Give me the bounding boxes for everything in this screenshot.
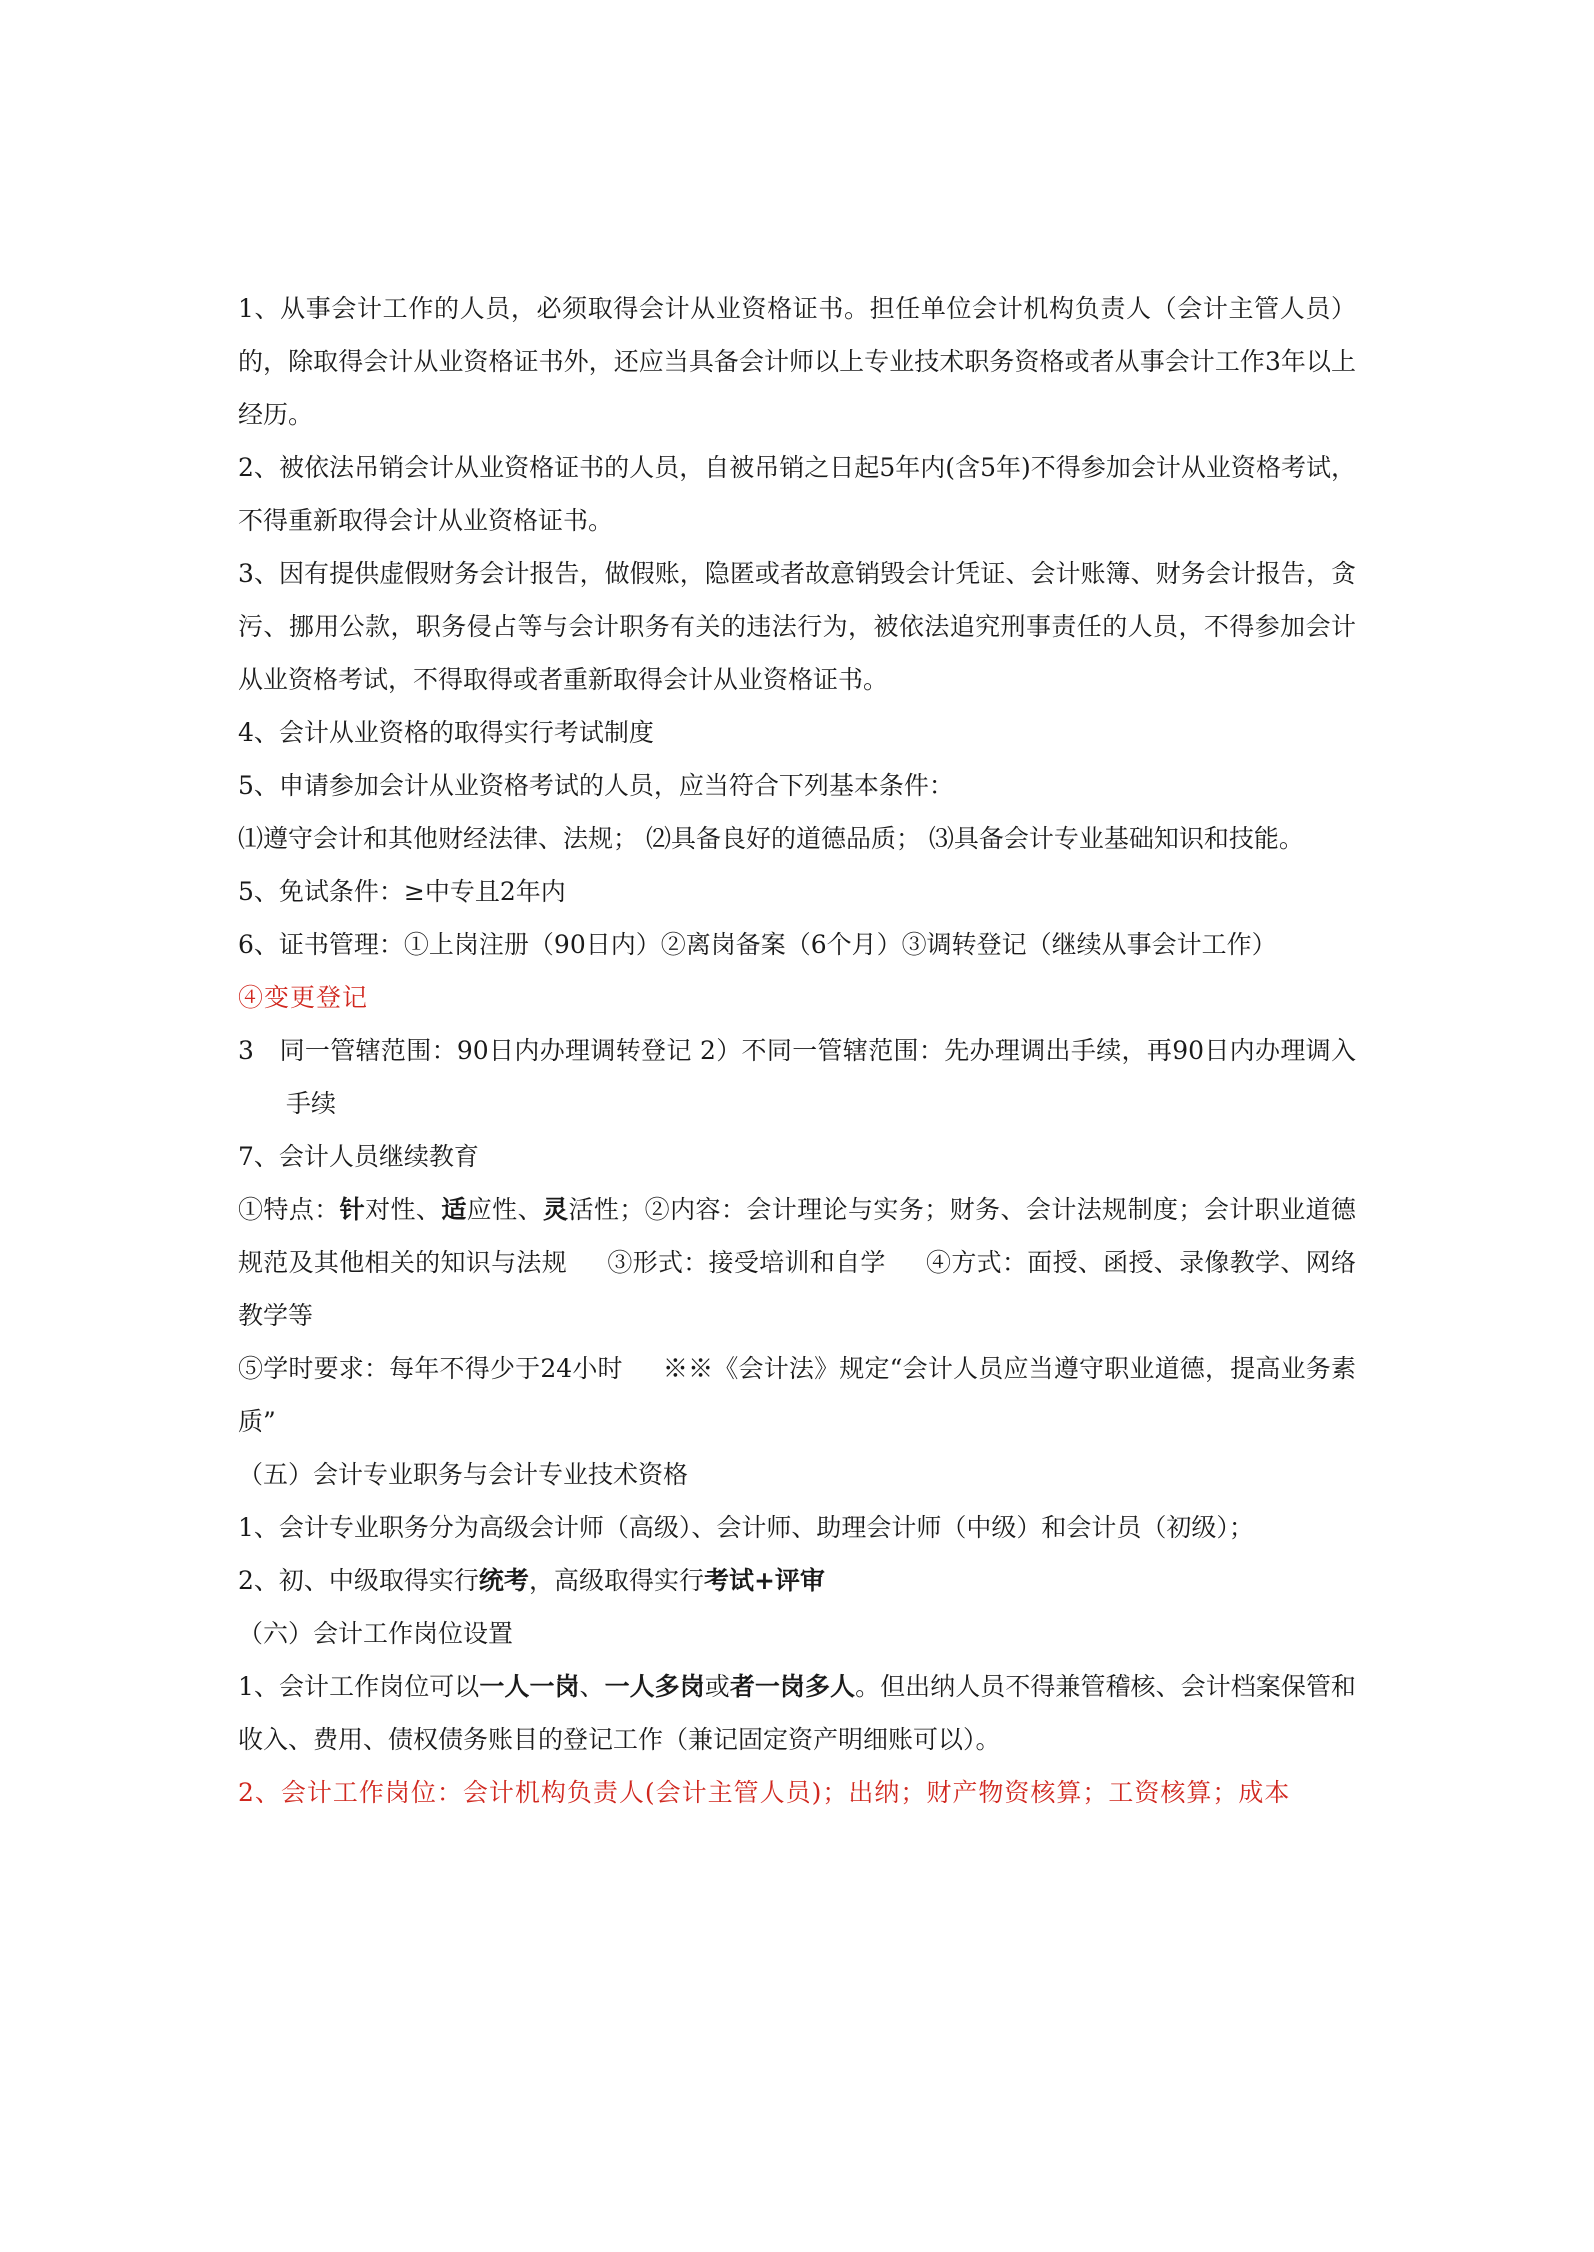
paragraph-criminal-liability: 3、因有提供虚假财务会计报告，做假账，隐匿或者故意销毁会计凭证、会计账簿、财务会计报告，贪污、挪用公款，职务侵占等与会计职务有关的违法行为，被依法追究刑事责任的人员，不得参加会计从业资格考试，不得取得或者重新取得会计从业资格证书。 (238, 559, 1356, 694)
text-segment: ⑤学时要求：每年不得少于24小时 (238, 1354, 623, 1383)
paragraph-qualification-requirement: 1、从事会计工作的人员，必须取得会计从业资格证书。担任单位会计机构负责人（会计主管人员）的，除取得会计从业资格证书外，还应当具备会计师以上专业技术职务资格或者从事会计工作3年以上经历。 (238, 294, 1356, 429)
paragraph-change-registration: ④变更登记 (238, 983, 369, 1012)
bold-text: 统考 (478, 1566, 529, 1595)
document-body (238, 282, 1356, 1819)
text-segment: 1、会计工作岗位可以 (238, 1672, 480, 1701)
text-segment: 对性、 (365, 1195, 442, 1224)
paragraph-title-acquisition (238, 1554, 1356, 1607)
paragraph-transfer-registration: 3 同一管辖范围：90日内办理调转登记 2）不同一管辖范围：先办理调出手续，再90日内办理调入手续 (238, 1036, 1356, 1118)
bold-text: 者一岗多人 (729, 1672, 856, 1701)
paragraph-title-levels: 1、会计专业职务分为高级会计师（高级）、会计师、助理会计师（中级）和会计员（初级）； (238, 1513, 1254, 1542)
text-segment: 活性；②内容：会计理论与实务；财务、会计法规制度；会计职业道德规范及其他相关的知识与法规 (238, 1195, 1356, 1277)
paragraph-revoked-certificate: 2、被依法吊销会计从业资格证书的人员，自被吊销之日起5年内(含5年)不得参加会计从业资格考试，不得重新取得会计从业资格证书。 (238, 453, 1356, 535)
text-segment: 、 (579, 1672, 605, 1701)
section-heading-job-positions: （六）会计工作岗位设置 (238, 1619, 514, 1648)
paragraph-education-details (238, 1183, 1356, 1342)
paragraph-position-list: 2、会计工作岗位：会计机构负责人(会计主管人员)；出纳；财产物资核算；工资核算；成本 (238, 1778, 1291, 1807)
paragraph-certificate-management: 6、证书管理：①上岗注册（90日内）②离岗备案（6个月）③调转登记（继续从事会计工作） (238, 930, 1277, 959)
text-segment: ④方式：面授、函授、录像教学、网络教学等 (238, 1248, 1356, 1330)
paragraph-exemption: 5、免试条件：≥中专且2年内 (238, 877, 566, 906)
bold-text: 适 (441, 1195, 467, 1224)
paragraph-exam-system: 4、会计从业资格的取得实行考试制度 (238, 718, 654, 747)
text-segment: 2、初、中级取得实行 (238, 1566, 479, 1595)
paragraph-continuing-education: 7、会计人员继续教育 (238, 1142, 479, 1171)
text-segment: 。但出纳人员不得兼管稽核、会计档案保管和收入、费用、债权债务账目的登记工作（兼记固定资产明细账可以）。 (238, 1672, 1356, 1754)
bold-text: 针 (339, 1195, 366, 1224)
paragraph-study-hours (238, 1342, 1356, 1448)
bold-text: 一人一岗 (479, 1672, 580, 1701)
paragraph-exam-conditions: 5、申请参加会计从业资格考试的人员，应当符合下列基本条件： (238, 771, 954, 800)
paragraph-basic-conditions: ⑴遵守会计和其他财经法律、法规； ⑵具备良好的道德品质； ⑶具备会计专业基础知识和技能。 (238, 824, 1304, 853)
bold-text: 一人多岗 (604, 1672, 705, 1701)
paragraph-position-setup (238, 1660, 1356, 1766)
text-segment: ，高级取得实行 (528, 1566, 704, 1595)
text-segment: 应性、 (466, 1195, 544, 1224)
bold-text: 考试+评审 (703, 1566, 825, 1595)
text-segment: ③形式：接受培训和自学 (607, 1248, 886, 1277)
section-heading-professional-titles: （五）会计专业职务与会计专业技术资格 (238, 1460, 689, 1489)
text-segment: 或 (704, 1672, 730, 1701)
text-segment: ※※《会计法》规定“会计人员应当遵守职业道德，提高业务素质” (238, 1354, 1356, 1436)
bold-text: 灵 (543, 1195, 569, 1224)
text-segment: ①特点： (238, 1195, 340, 1224)
